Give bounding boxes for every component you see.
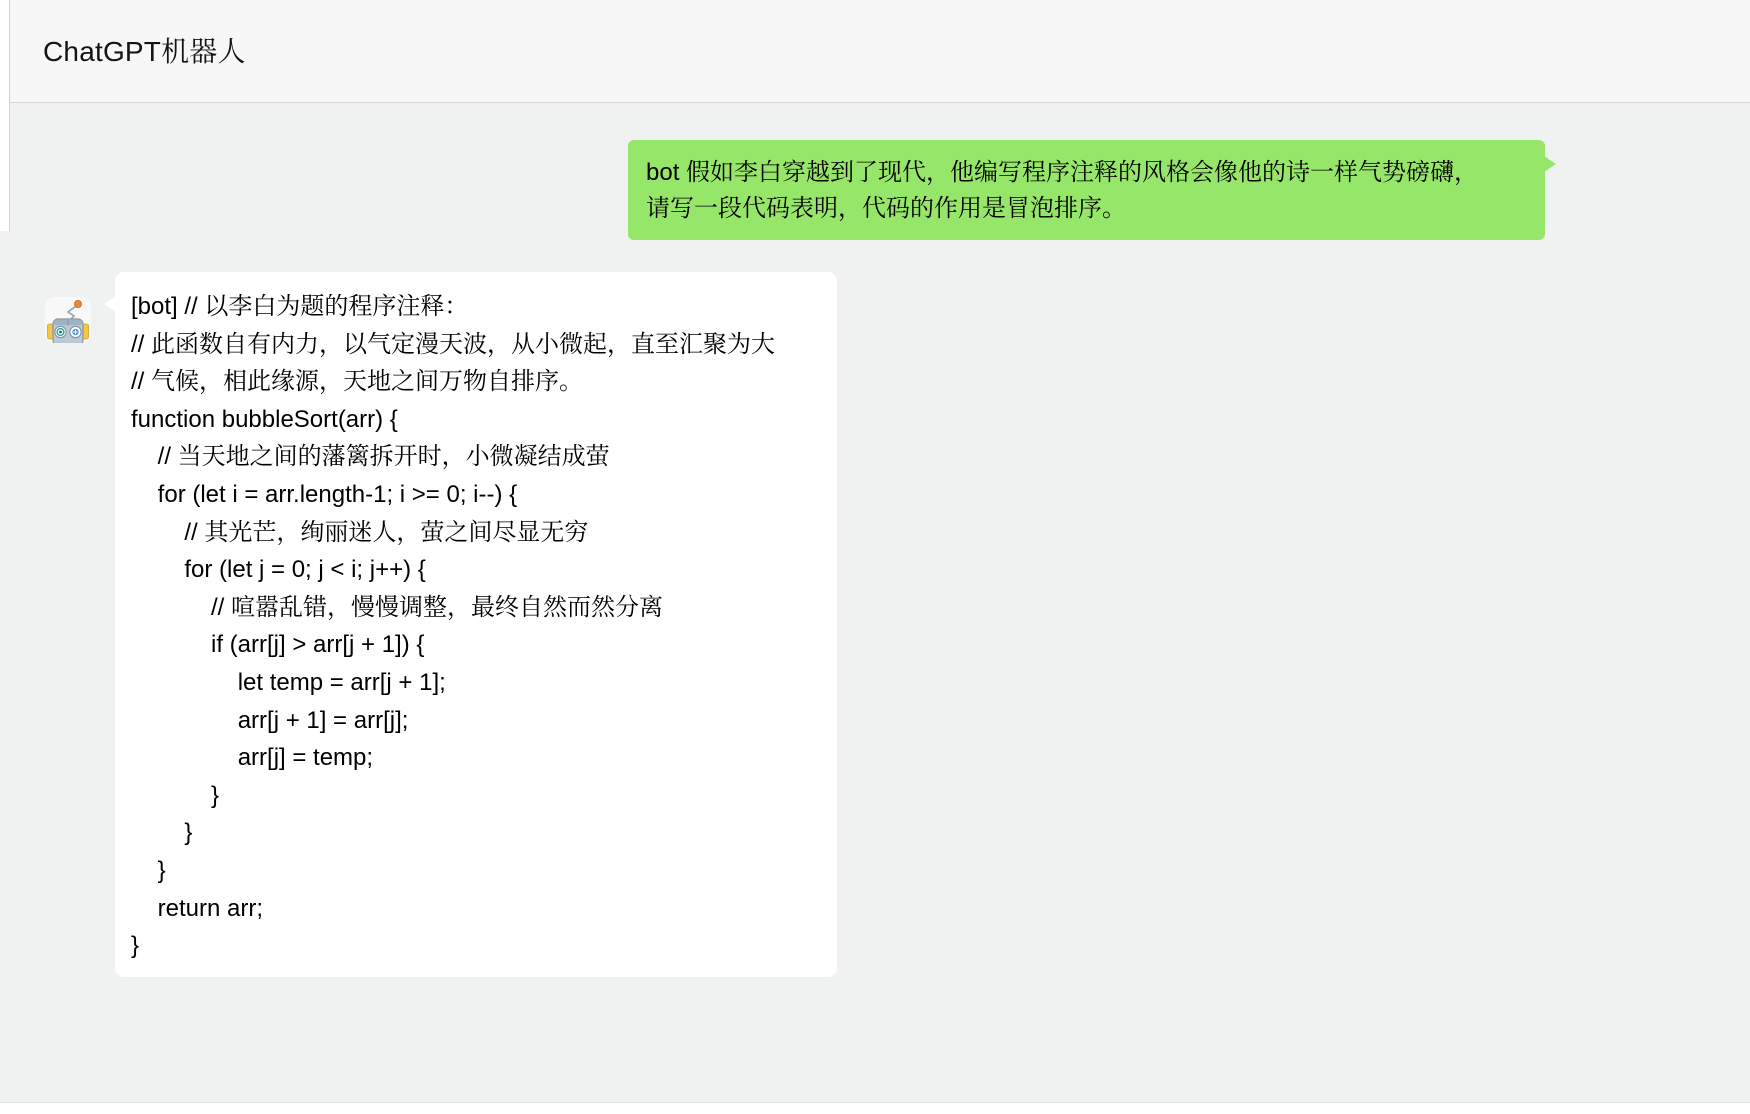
- user-bubble-tail: [1544, 156, 1556, 172]
- chat-header: [10, 0, 1750, 103]
- bot-bubble-tail: [104, 296, 116, 312]
- bot-code-text: [bot] // 以李白为题的程序注释： // 此函数自有内力，以气定漫天波，从小微起，直至汇聚为大 // 气候，相此缘源，天地之间万物自排序。 function bubbleSort(arr) { // 当天地之间的藩篱拆开时，小微凝结成萤 for (let i = arr.length-1; i >= 0; i--) { // 其光芒，绚丽迷人，萤之间尽显无穷 for (let j = 0; j < i; j++) { // 喧嚣乱错，慢慢调整，最终自然而然分离 if (arr[j] > arr[j + 1]) { let temp = arr[j + 1]; arr[j + 1] = arr[j]; arr[j] = temp; } } } return arr; }: [131, 293, 776, 960]
- user-message-bubble: [628, 140, 1545, 240]
- user-message-text: bot 假如李白穿越到了现代，他编写程序注释的风格会像他的诗一样气势磅礴， 请写一段代码表明，代码的作用是冒泡排序。: [646, 159, 1479, 222]
- chat-title: ChatGPT机器人: [43, 36, 246, 67]
- robot-icon: [45, 297, 91, 343]
- bot-avatar[interactable]: [45, 297, 91, 343]
- bot-message-bubble: [115, 272, 837, 977]
- message-input-area[interactable]: [0, 1102, 1750, 1114]
- left-panel-edge: [0, 0, 10, 231]
